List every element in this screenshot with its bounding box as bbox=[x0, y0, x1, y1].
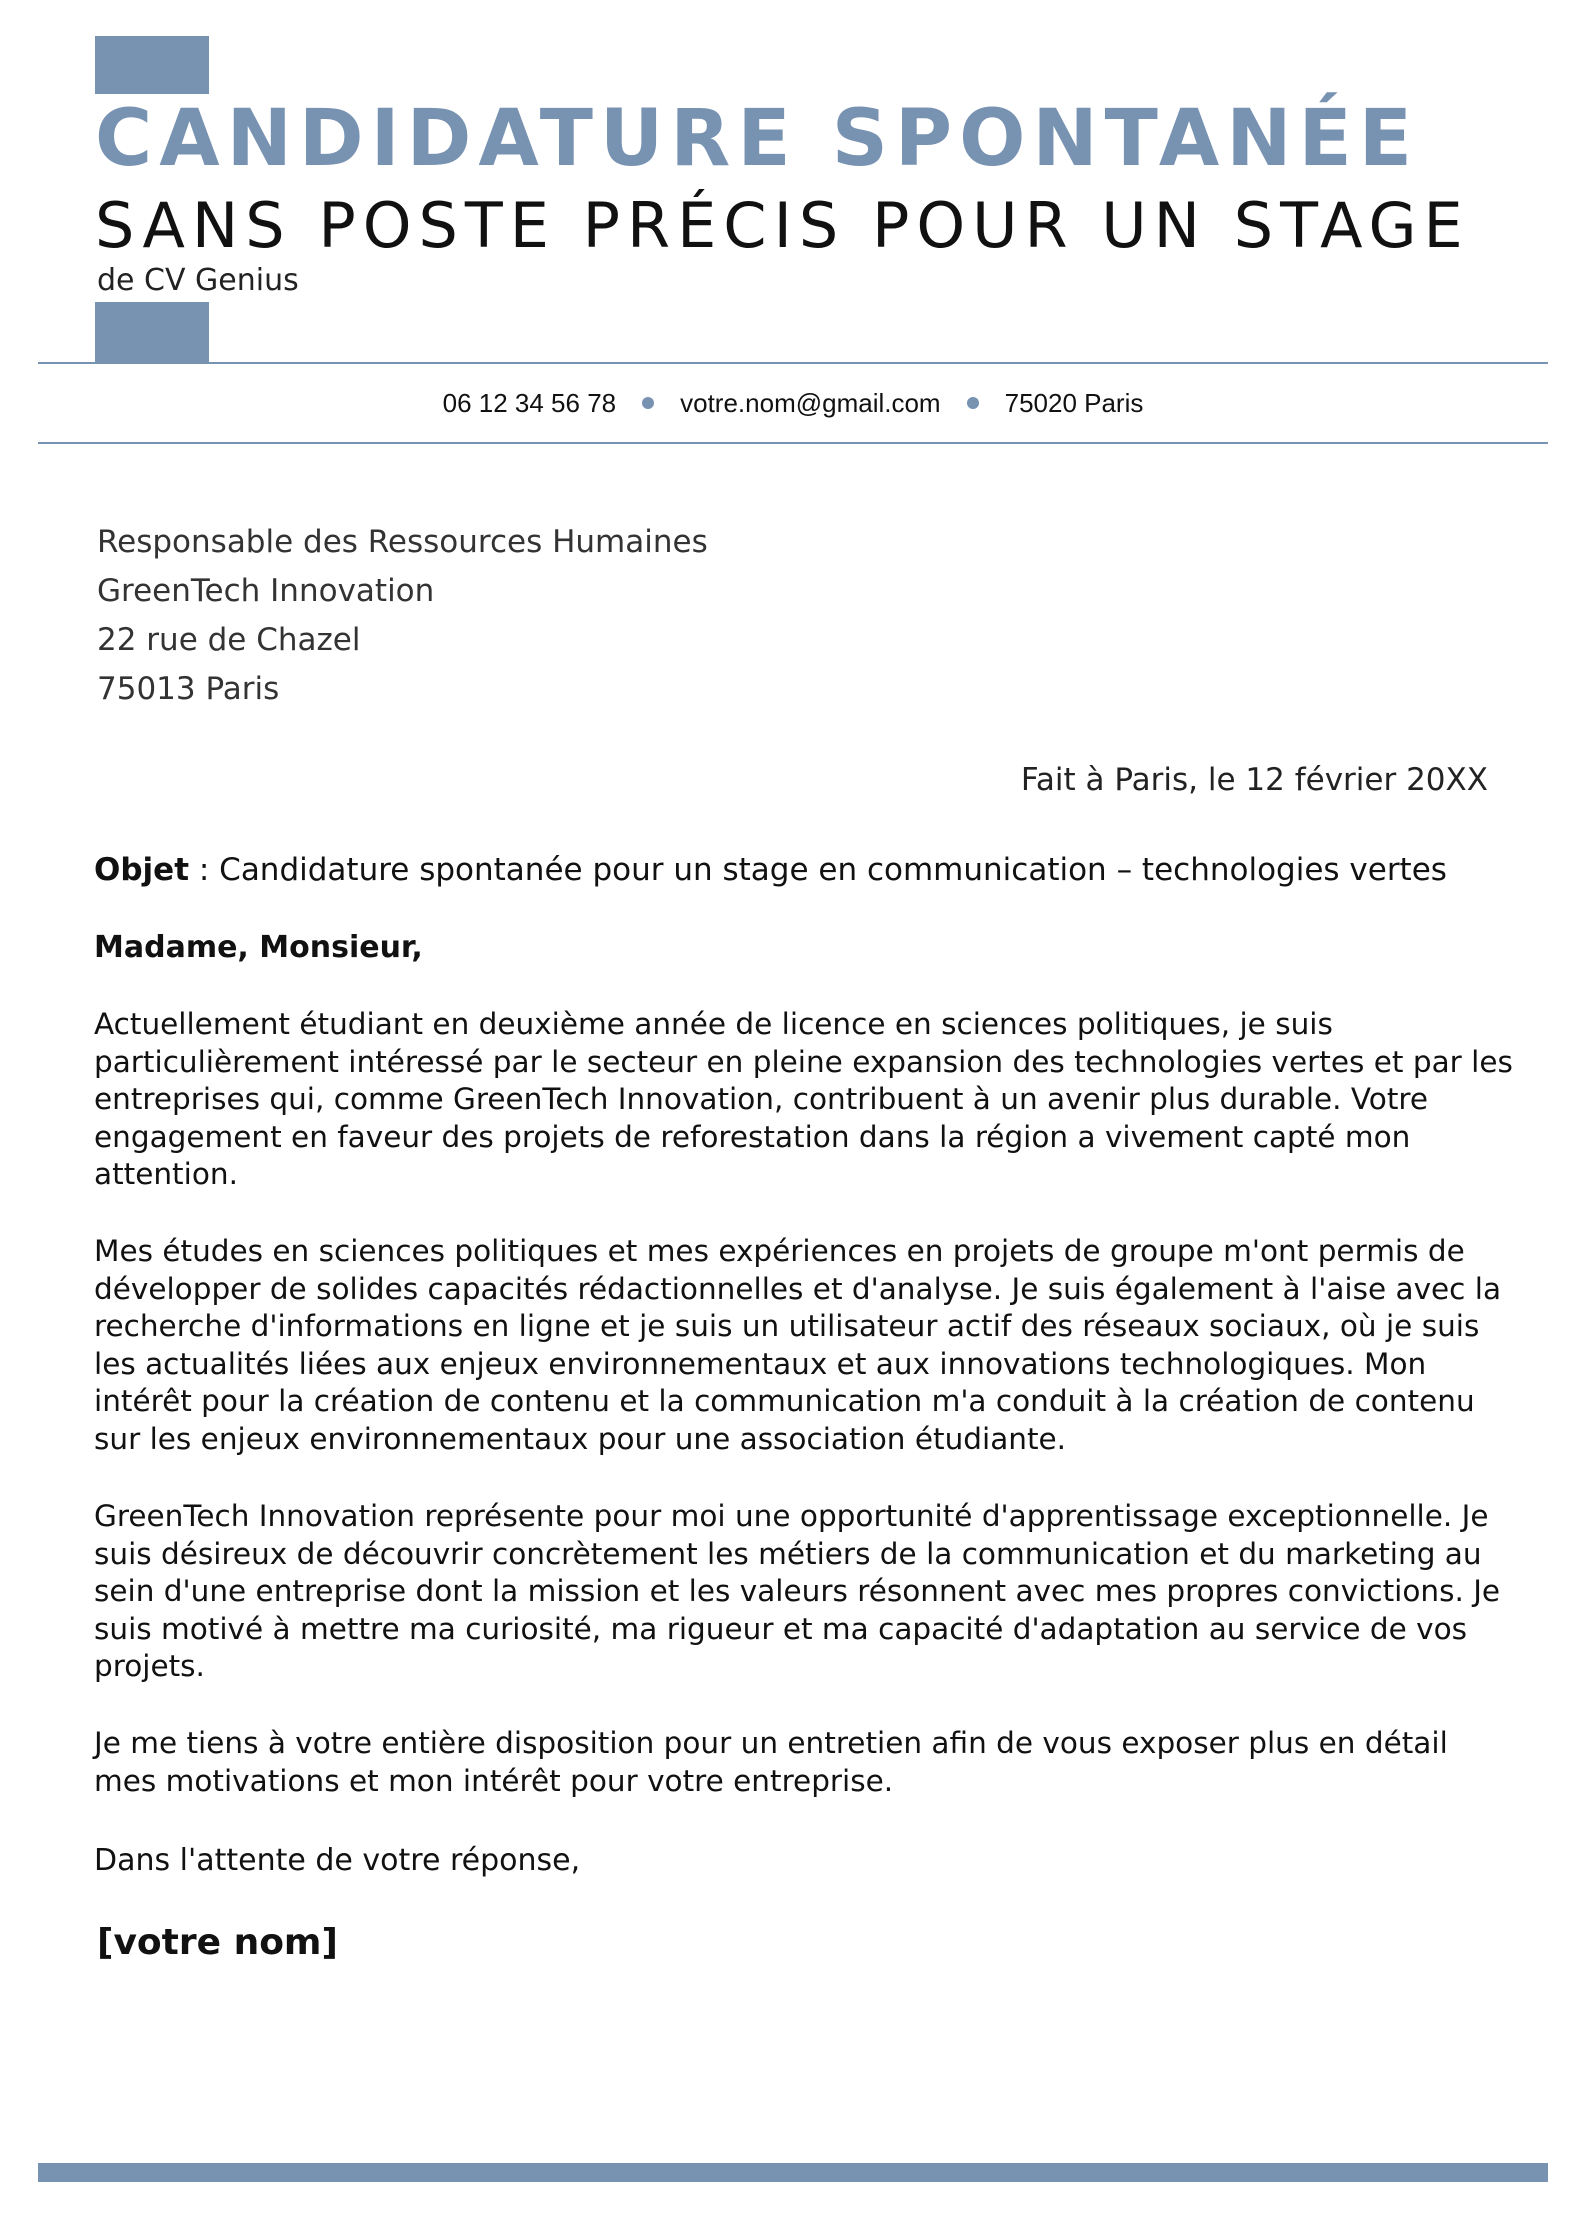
subject-line bbox=[94, 852, 1447, 888]
page-subtitle: SANS POSTE PRÉCIS POUR UN STAGE bbox=[95, 189, 1470, 262]
bullet-dot-icon bbox=[642, 397, 654, 409]
contact-divider-bottom bbox=[38, 442, 1548, 444]
subject-text: : Candidature spontanée pour un stage en communication – technologies vertes bbox=[189, 852, 1447, 888]
recipient-company: GreenTech Innovation bbox=[97, 573, 435, 609]
letter-paragraph bbox=[94, 1006, 1514, 1194]
contact-bar bbox=[38, 364, 1548, 442]
contact-location: 75020 Paris bbox=[1004, 387, 1144, 418]
recipient-address bbox=[97, 518, 708, 714]
header-accent-block-bottom bbox=[95, 302, 209, 362]
page-title: CANDIDATURE SPONTANÉE bbox=[95, 94, 1420, 184]
header-accent-block-top bbox=[95, 36, 209, 94]
letter-paragraph bbox=[94, 1233, 1514, 1458]
paragraph-text: Actuellement étudiant en deuxième année de licence en sciences politiques, je suis particulièrement intéressé par le secteur en pleine expansion des technologies vertes et par les entreprises qui, comme GreenTech Innovation, contribuent à un avenir plus durable. Votre engagement en faveur des projets de reforestation dans la région a vivement capté mon attention. bbox=[94, 1007, 1513, 1191]
author-credit: de CV Genius bbox=[97, 263, 299, 298]
paragraph-text: Je me tiens à votre entière disposition pour un entretien afin de vous exposer plus en détail mes motivations et mon intérêt pour votre entreprise. bbox=[94, 1726, 1448, 1798]
signature: [votre nom] bbox=[97, 1922, 338, 1963]
letter-paragraph bbox=[94, 1498, 1514, 1686]
footer-accent-bar bbox=[38, 2163, 1548, 2182]
recipient-street: 22 rue de Chazel bbox=[97, 622, 361, 658]
contact-email: votre.nom@gmail.com bbox=[680, 387, 941, 418]
letter-paragraph bbox=[94, 1725, 1514, 1800]
recipient-city: 75013 Paris bbox=[97, 671, 280, 707]
paragraph-text: Mes études en sciences politiques et mes expériences en projets de groupe m'ont permis de développer de solides capacités rédactionnelles et d'analyse. Je suis également à l'aise avec la recherche d'informations en ligne et je suis un utilisateur actif des réseaux sociaux, où je suis les actualités liées aux enjeux environnementaux et aux innovations technologiques. Mon intérêt pour la création de contenu et la communication m'a conduit à la création de contenu sur les enjeux environnementaux pour une association étudiante. bbox=[94, 1234, 1502, 1456]
date-line: Fait à Paris, le 12 février 20XX bbox=[1020, 762, 1488, 798]
closing-line: Dans l'attente de votre réponse, bbox=[94, 1843, 581, 1878]
salutation: Madame, Monsieur, bbox=[94, 930, 423, 965]
contact-phone: 06 12 34 56 78 bbox=[442, 387, 617, 418]
paragraph-text: GreenTech Innovation représente pour moi une opportunité d'apprentissage exceptionnelle. Je suis désireux de découvrir concrètement les métiers de la communication et du marketing au sein d'une entreprise dont la mission et les valeurs résonnent avec mes propres convictions. Je suis motivé à mettre ma curiosité, ma rigueur et ma capacité d'adaptation au service de vos projets. bbox=[94, 1499, 1501, 1683]
subject-label: Objet bbox=[94, 852, 190, 888]
recipient-role: Responsable des Ressources Humaines bbox=[97, 524, 708, 560]
bullet-dot-icon bbox=[967, 397, 979, 409]
